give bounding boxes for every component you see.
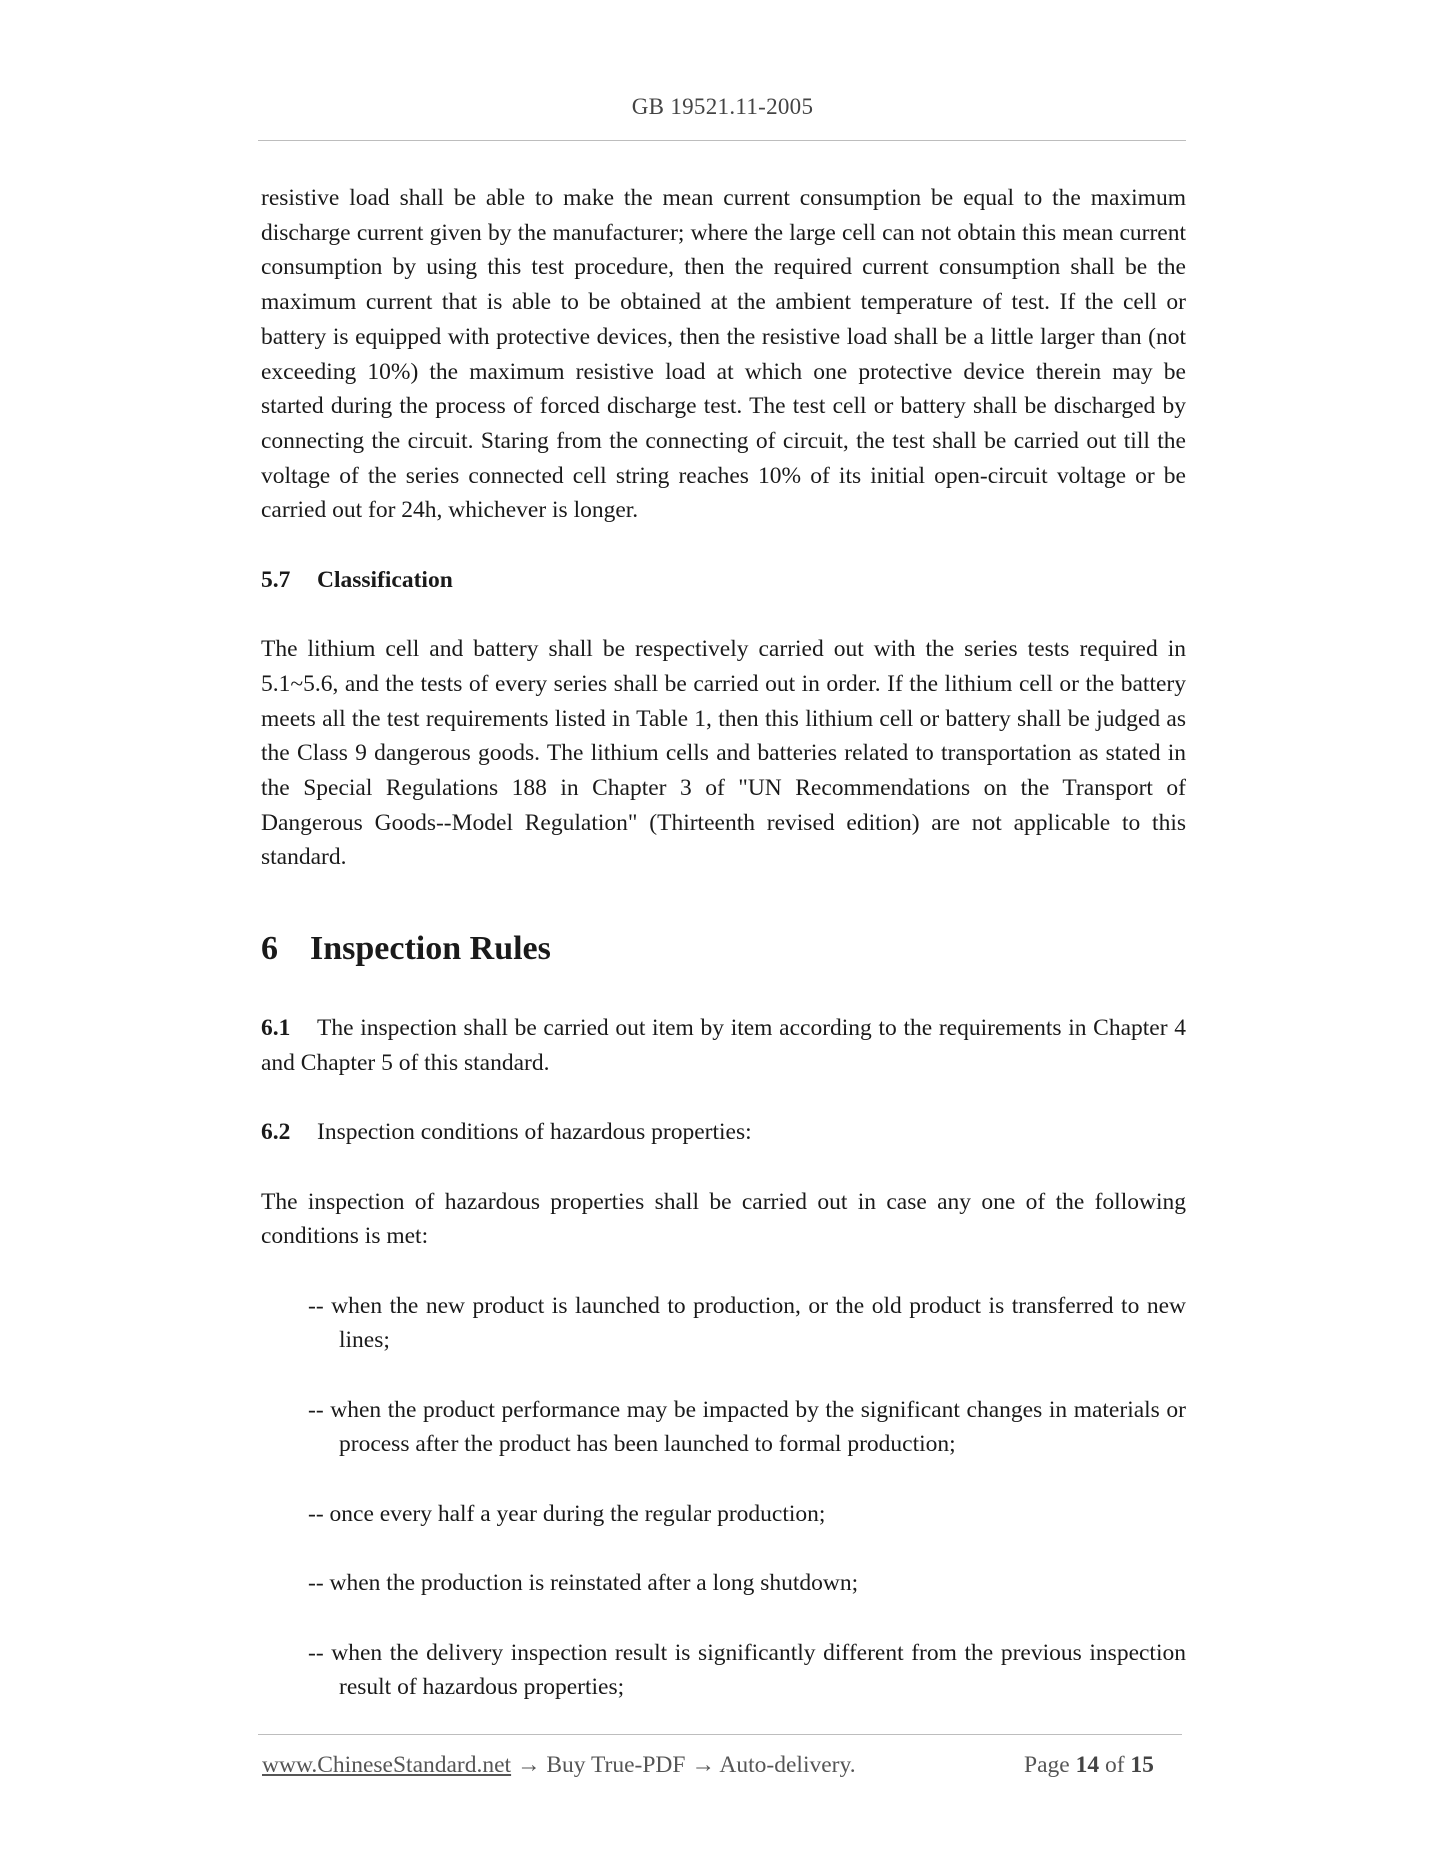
- page-number: 14: [1075, 1752, 1100, 1778]
- header-divider: [258, 140, 1186, 141]
- page-content: [261, 181, 1186, 1705]
- clause-6-1-text: The inspection shall be carried out item by item according to the requirements in Chapter 4 and Chapter 5 of this standard.: [261, 1015, 1186, 1076]
- section-6-number: 6: [261, 930, 278, 968]
- clause-6-1-number: 6.1: [261, 1015, 291, 1042]
- condition-item: -- when the product performance may be impacted by the significant changes in materials or process after the product has been launched to formal production;: [308, 1396, 1186, 1458]
- section-6-heading: [261, 925, 1186, 973]
- site-link[interactable]: www.ChineseStandard.net: [262, 1752, 512, 1778]
- buy-text: Buy True-PDF: [546, 1752, 686, 1778]
- condition-item: -- once every half a year during the regular production;: [308, 1500, 826, 1527]
- document-code: GB 19521.11-2005: [631, 94, 814, 119]
- clause-6-2-number: 6.2: [261, 1119, 291, 1146]
- page-indicator: [1024, 1752, 1154, 1779]
- section-5-7-title: Classification: [317, 566, 453, 593]
- condition-item: -- when the production is reinstated after a long shutdown;: [308, 1570, 859, 1597]
- page-label: Page: [1024, 1752, 1070, 1778]
- clause-6-2: [261, 1115, 1186, 1150]
- footer-divider: [258, 1734, 1182, 1735]
- arrow-right-icon: →: [516, 1752, 541, 1778]
- section-5-7-text: The lithium cell and battery shall be respectively carried out with the series tests required in 5.1~5.6, and the tests of every series shall be carried out in order. If the lithium cell or the battery meets all the test requirements listed in Table 1, then this lithium cell or battery shall be judged as the Class 9 dangerous goods. The lithium cells and batteries related to transportation as stated in the Special Regulations 188 in Chapter 3 of "UN Recommendations on the Transport of Dangerous Goods--Model Regulation" (Thirteenth revised edition) are not applicable to this standard.: [261, 636, 1186, 871]
- conditions-intro: The inspection of hazardous properties shall be carried out in case any one of the following conditions is met:: [261, 1188, 1186, 1250]
- delivery-text: Auto-delivery.: [719, 1752, 856, 1778]
- section-6-title: Inspection Rules: [310, 930, 551, 968]
- clause-6-2-text: Inspection conditions of hazardous properties:: [317, 1119, 752, 1146]
- arrow-right-icon: →: [691, 1752, 715, 1778]
- intro-paragraph: resistive load shall be able to make the mean current consumption be equal to the maximum discharge current given by the manufacturer; where the large cell can not obtain this mean current consumption by using this test procedure, then the required current consumption shall be the maximum current that is able to be obtained at the ambient temperature of test. If the cell or battery is equipped with protective devices, then the resistive load shall be a little larger than (not exceeding 10%) the maximum resistive load at which one protective device therein may be started during the process of forced discharge test. The test cell or battery shall be discharged by connecting the circuit. Staring from the connecting of circuit, the test shall be carried out till the voltage of the series connected cell string reaches 10% of its initial open-circuit voltage or be carried out for 24h, whichever is longer.: [261, 185, 1186, 524]
- section-5-7-heading: [261, 563, 1186, 598]
- total-pages: 15: [1130, 1752, 1154, 1778]
- clause-6-1: [261, 1011, 1186, 1080]
- footer-promo: [262, 1752, 856, 1779]
- section-5-7-number: 5.7: [261, 566, 291, 593]
- condition-item: -- when the delivery inspection result is significantly different from the previous inspection result of hazardous properties;: [308, 1639, 1186, 1701]
- condition-item: -- when the new product is launched to production, or the old product is transferred to new lines;: [308, 1292, 1186, 1354]
- of-label: of: [1104, 1752, 1125, 1778]
